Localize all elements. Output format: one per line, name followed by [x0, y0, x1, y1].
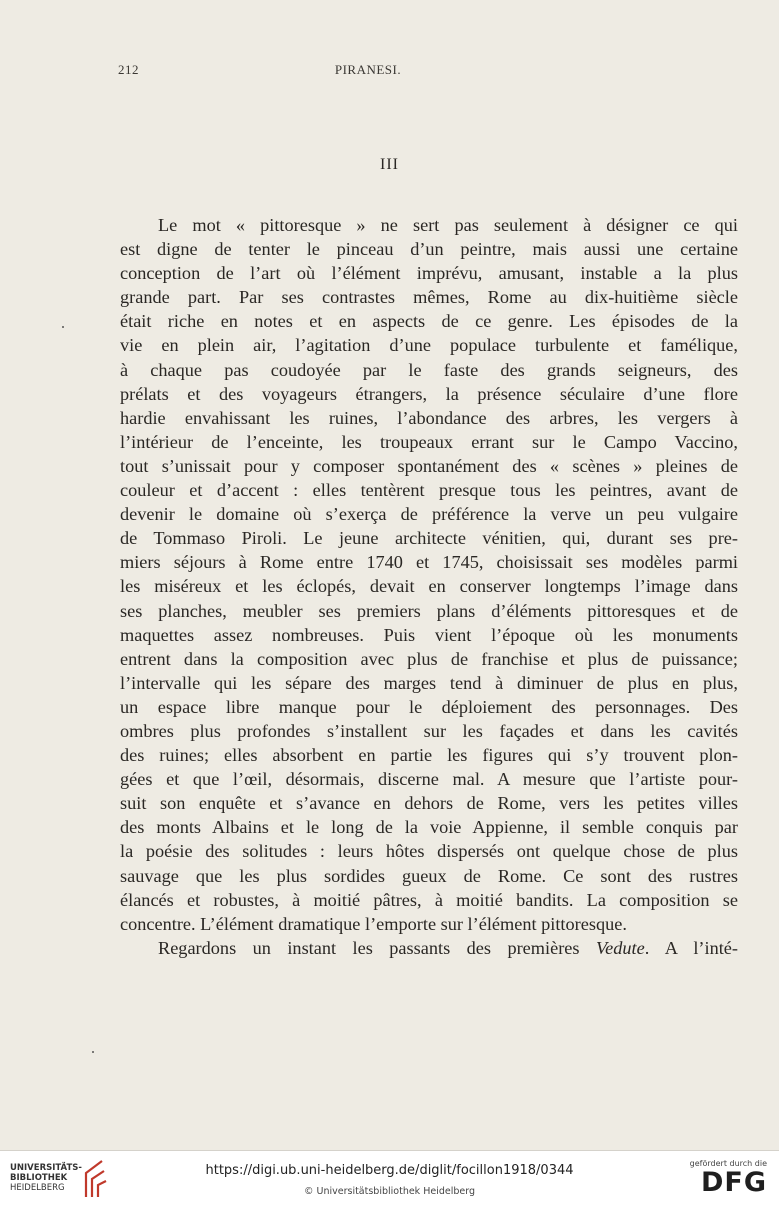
dfg-logo: DFG: [700, 1167, 767, 1198]
text-line: gées et que l’œil, désormais, discerne mal. A mesure que l’artiste pour-: [120, 769, 738, 790]
text-line: vie en plein air, l’agitation d’une populace turbulente et famélique,: [120, 335, 738, 356]
viewer-footer: [0, 1150, 779, 1207]
text-line: miers séjours à Rome entre 1740 et 1745, choisissait ses modèles parmi: [120, 552, 738, 573]
text-line: sauvage que les plus sordides gueux de Rome. Ce sont des rustres: [120, 865, 738, 886]
text-line: l’intérieur de l’enceinte, les troupeaux errant sur le Campo Vaccino,: [120, 431, 738, 452]
funder-label: gefördert durch die: [689, 1159, 767, 1168]
text-line: des monts Albains et le long de la voie Appienne, il semble conquis par: [120, 817, 738, 838]
text-line: ses planches, meubler ses premiers plans d’éléments pittoresques et de: [120, 600, 738, 621]
text-line: concentre. L’élément dramatique l’emporte sur l’élément pittoresque.: [120, 913, 627, 934]
text-line: à chaque pas coudoyée par le faste des grands seigneurs, des: [120, 359, 738, 380]
text-line: prélats et des voyageurs étrangers, la présence séculaire d’une flore: [120, 383, 738, 404]
text-line: l’intervalle qui les sépare des marges tend à diminuer de plus en plus,: [120, 672, 738, 693]
text-line: les miséreux et les éclopés, devait en conserver longtemps l’image dans: [120, 576, 738, 597]
text-line: était riche en notes et en aspects de ce genre. Les épisodes de la: [120, 311, 738, 332]
text-fragment: . A l’inté-: [644, 937, 739, 958]
text-line: la poésie des solitudes : leurs hôtes dispersés ont quelque chose de plus: [120, 841, 738, 862]
running-title: PIRANESI.: [334, 62, 402, 77]
text-line: ombres plus profondes s’installent sur les façades et dans les cavités: [120, 720, 738, 741]
text-line: maquettes assez nombreuses. Puis vient l’époque où les monuments: [120, 624, 738, 645]
library-name-line: BIBLIOTHEK: [10, 1173, 68, 1183]
library-name-line: HEIDELBERG: [10, 1183, 65, 1193]
text-line: suit son enquête et s’avance en dehors de Rome, vers les petites villes: [120, 793, 738, 814]
text-line: de Tommaso Piroli. Le jeune architecte vénitien, qui, durant ses pre-: [120, 528, 738, 549]
text-line: entrent dans la composition avec plus de franchise et plus de puissance;: [120, 648, 738, 669]
body-text: [120, 213, 738, 960]
permalink[interactable]: https://digi.ub.uni-heidelberg.de/diglit/focillon1918/0344: [205, 1163, 574, 1178]
text-line: est digne de tenter le pinceau d’un peintre, mais aussi une certaine: [120, 239, 738, 260]
text-line: devenir le domaine où s’exerça de préférence la verve un peu vulgaire: [120, 504, 738, 525]
library-name-line: UNIVERSITÄTS-: [10, 1163, 82, 1173]
text-line-last: [120, 936, 738, 960]
text-line: Le mot « pittoresque » ne sert pas seulement à désigner ce qui: [158, 215, 738, 235]
text-line: élancés et robustes, à moitié pâtres, à moitié bandits. La composition se: [120, 889, 738, 910]
margin-speck: [62, 326, 64, 328]
italic-title: Vedute: [595, 937, 645, 958]
text-line: hardie envahissant les ruines, l’abondance des arbres, les vergers à: [120, 407, 738, 428]
text-line: grande part. Par ses contrastes mêmes, Rome au dix-huitième siècle: [120, 287, 738, 308]
text-line: un espace libre manque pour le déploiement des personnages. Des: [120, 696, 738, 717]
text-fragment: Regardons un instant les passants des premières: [158, 937, 596, 958]
text-line: conception de l’art où l’élément imprévu, amusant, instable a la plus: [120, 263, 738, 284]
page-number: 212: [118, 62, 139, 77]
copyright-notice: © Universitätsbibliothek Heidelberg: [303, 1186, 475, 1197]
section-numeral: III: [380, 156, 399, 173]
text-line: couleur et d’accent : elles tentèrent presque tous les peintres, avant de: [120, 480, 738, 501]
text-line: tout s’unissait pour y composer spontanément des « scènes » pleines de: [120, 455, 738, 476]
funder-block: [690, 1159, 767, 1198]
margin-speck: [92, 1051, 94, 1053]
text-line: des ruines; elles absorbent en partie les figures qui s’y trouvent plon-: [120, 745, 738, 766]
